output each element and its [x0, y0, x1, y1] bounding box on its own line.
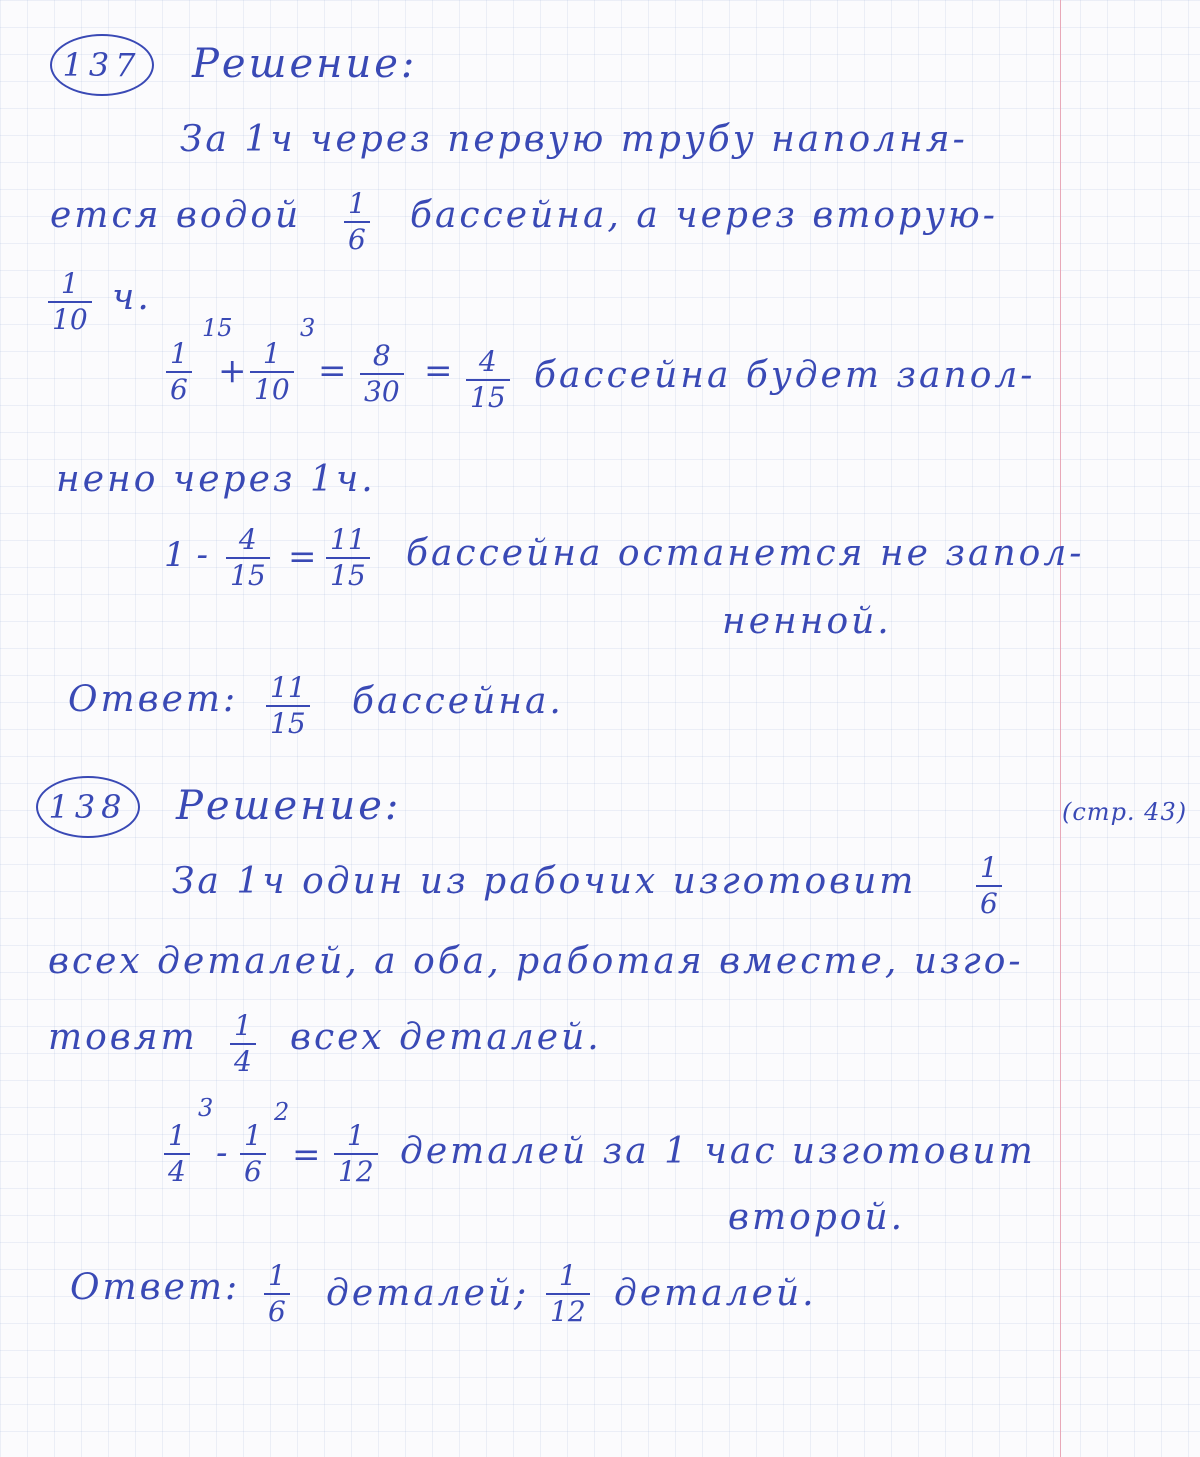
multiplier: 2: [274, 1098, 290, 1126]
text-line: товят: [48, 1017, 198, 1058]
fraction: 1 4: [164, 1122, 190, 1186]
fraction: 1 6: [344, 190, 370, 254]
answer-fraction: 11 15: [266, 674, 310, 738]
text-line: деталей за 1 час изготовит: [400, 1131, 1036, 1172]
text-line: бассейна будет запол-: [534, 355, 1036, 396]
text-line: всех деталей, а оба, работая вместе, изго-: [48, 941, 1024, 982]
plus-sign: +: [218, 351, 247, 391]
text-line: бассейна останется не запол-: [406, 533, 1085, 574]
fraction: 1 10: [48, 270, 92, 334]
equals-sign: =: [318, 351, 347, 391]
equals-sign: =: [288, 537, 317, 577]
text-line: За 1ч через первую трубу наполня-: [180, 119, 968, 160]
page-reference: (стр. 43): [1062, 798, 1188, 826]
text-line: второй.: [728, 1197, 906, 1238]
text-line: деталей;: [326, 1273, 530, 1314]
fraction: 1 6: [166, 340, 192, 404]
answer-label: Ответ:: [68, 679, 239, 720]
text-line: нено через 1ч.: [56, 459, 376, 500]
answer-label: Ответ:: [70, 1267, 241, 1308]
multiplier: 15: [202, 314, 233, 342]
fraction: 1 6: [240, 1122, 266, 1186]
answer-fraction: 1 6: [264, 1262, 290, 1326]
text-line: ненной.: [722, 601, 892, 642]
multiplier: 3: [300, 314, 316, 342]
text-line: ч.: [112, 277, 152, 318]
text-line: ется водой: [50, 195, 302, 236]
fraction: 1 12: [334, 1122, 378, 1186]
fraction: 1 6: [976, 854, 1002, 918]
equals-sign: =: [424, 351, 453, 391]
equals-sign: =: [292, 1135, 321, 1175]
problem-number-137: 137: [50, 34, 154, 96]
text-line: бассейна, а через вторую-: [410, 195, 998, 236]
text-line: За 1ч один из рабочих изготовит: [172, 861, 917, 902]
minus-sign: -: [216, 1133, 228, 1173]
solution-heading-138: Решение:: [176, 783, 402, 829]
fraction: 4 15: [226, 526, 270, 590]
fraction: 4 15: [466, 348, 510, 412]
answer-fraction: 1 12: [546, 1262, 590, 1326]
one-minus: 1 -: [164, 535, 208, 575]
text-line: всех деталей.: [290, 1017, 602, 1058]
fraction: 1 10: [250, 340, 294, 404]
fraction: 1 4: [230, 1012, 256, 1076]
text-line: деталей.: [614, 1273, 817, 1314]
problem-number-138: 138: [36, 776, 140, 838]
solution-heading-137: Решение:: [192, 41, 418, 87]
text-line: бассейна.: [352, 681, 564, 722]
multiplier: 3: [198, 1094, 214, 1122]
margin-line: [1060, 0, 1061, 1457]
fraction: 11 15: [326, 526, 370, 590]
fraction: 8 30: [360, 342, 404, 406]
